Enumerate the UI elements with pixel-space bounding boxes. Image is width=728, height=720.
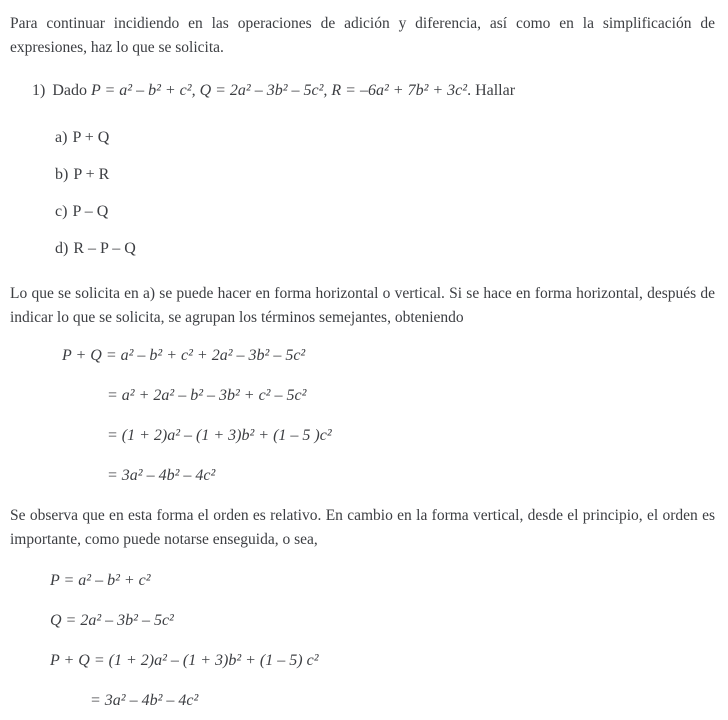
problem-lead: Dado: [52, 82, 91, 99]
equation-step: = 3a² – 4b² – 4c²: [107, 467, 216, 484]
subproblem-label: b): [55, 166, 69, 183]
separator: ,: [323, 82, 332, 99]
subproblem-list: [55, 126, 715, 261]
equation-step: Q = 2a² – 3b² – 5c²: [50, 612, 174, 629]
subproblem-expression: P + Q: [72, 129, 110, 146]
subproblem-label: d): [55, 240, 69, 257]
subproblem-expression: P + R: [73, 166, 110, 183]
equation-step: = 3a² – 4b² – 4c²: [90, 692, 199, 709]
p-definition: P = a² – b² + c²: [90, 82, 192, 99]
equation-step: P + Q = (1 + 2)a² – (1 + 3)b² + (1 – 5) c²: [50, 652, 319, 669]
problem-tail: . Hallar: [467, 82, 516, 99]
r-definition: R = –6a² + 7b² + 3c²: [331, 82, 468, 99]
problem-number: 1): [32, 82, 46, 99]
vertical-derivation: [50, 569, 715, 713]
horizontal-explanation-paragraph: Lo que se solicita en a) se puede hacer en forma horizontal o vertical. Si se hace en forma horizontal, después de indicar lo que se solicita, se agrupan los términos semejantes, obteniendo: [10, 285, 715, 326]
equation-step: = a² + 2a² – b² – 3b² + c² – 5c²: [107, 387, 307, 404]
problem-statement: [32, 79, 715, 103]
subproblem-a: [55, 126, 715, 150]
equation-step: = (1 + 2)a² – (1 + 3)b² + (1 – 5 )c²: [107, 427, 332, 444]
subproblem-label: c): [55, 203, 68, 220]
equation-step: P + Q = a² – b² + c² + 2a² – 3b² – 5c²: [62, 347, 306, 364]
separator: ,: [191, 82, 200, 99]
equation-step: P = a² – b² + c²: [50, 572, 151, 589]
intro-paragraph: Para continuar incidiendo en las operaciones de adición y diferencia, así como en la simplificación de expresiones, haz lo que se solicita.: [10, 15, 715, 56]
subproblem-b: [55, 163, 715, 187]
subproblem-expression: R – P – Q: [73, 240, 136, 257]
subproblem-expression: P – Q: [72, 203, 109, 220]
q-definition: Q = 2a² – 3b² – 5c²: [199, 82, 324, 99]
subproblem-c: [55, 200, 715, 224]
horizontal-derivation: [62, 344, 715, 488]
vertical-explanation-paragraph: Se observa que en esta forma el orden es relativo. En cambio en la forma vertical, desde el principio, el orden es importante, como puede notarse enseguida, o sea,: [10, 507, 715, 548]
subproblem-label: a): [55, 129, 68, 146]
subproblem-d: [55, 237, 715, 261]
